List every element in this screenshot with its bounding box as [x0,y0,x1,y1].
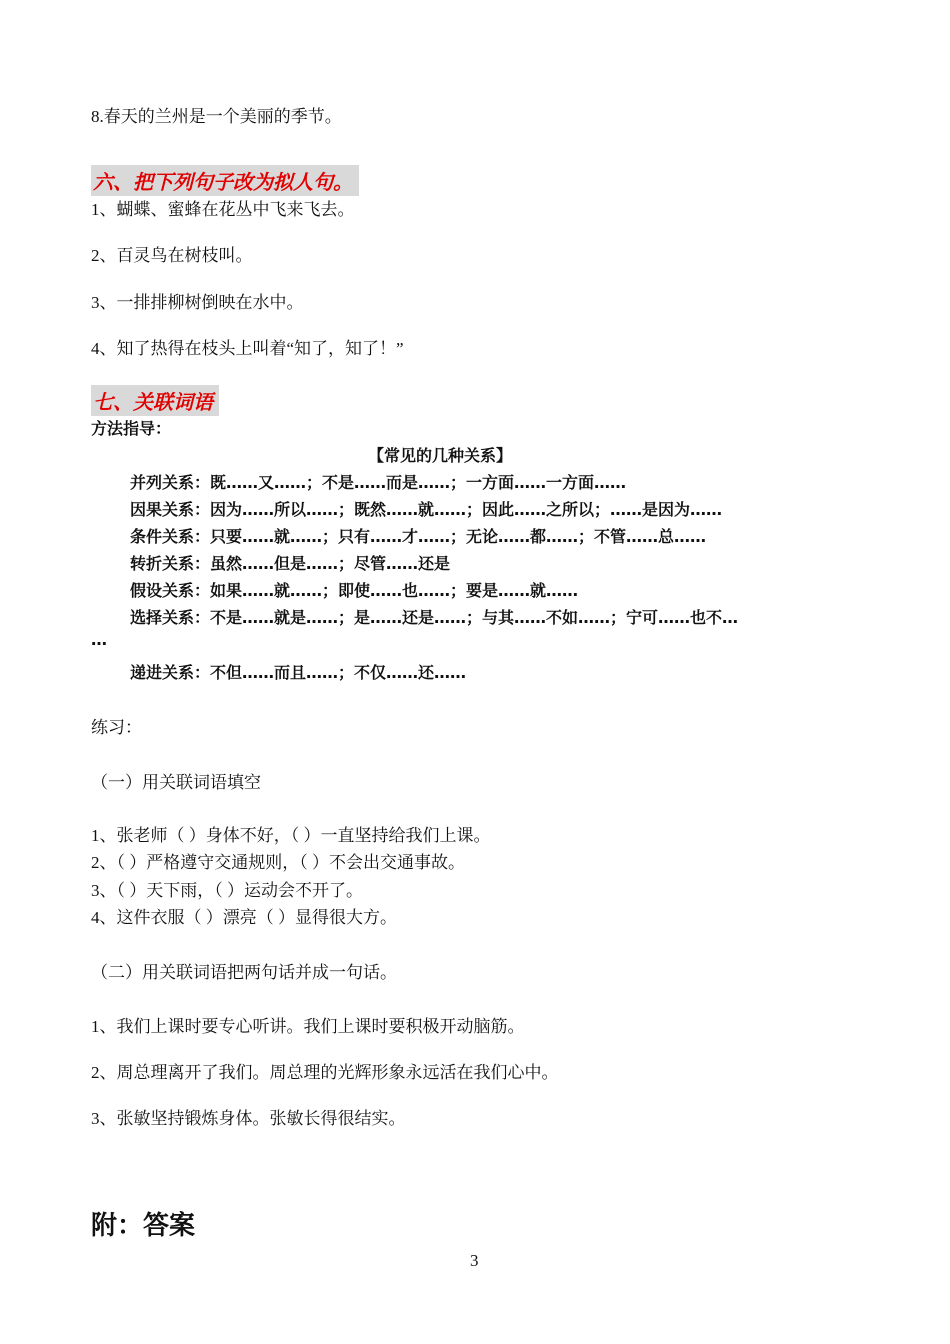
page-number: 3 [470,1251,479,1270]
part1-item-2: 2、（ ）严格遵守交通规则，（ ）不会出交通事故。 [91,853,465,872]
part2-item-1: 1、我们上课时要专心听讲。我们上课时要积极开动脑筋。 [91,1017,525,1036]
part2-item-2: 2、周总理离开了我们。周总理的光辉形象永远活在我们心中。 [91,1063,559,1082]
box-title: 【常见的几种关系】 [368,446,513,465]
section7-heading: 七、关联词语 [91,385,219,416]
item-8: 8.春天的兰州是一个美丽的季节。 [91,107,342,126]
relation-choice-wrap: … [91,630,107,649]
part1-item-4: 4、这件衣服（ ）漂亮（ ）显得很大方。 [91,908,397,927]
part1-item-1: 1、张老师（ ）身体不好，（ ）一直坚持给我们上课。 [91,826,491,845]
part2-title: （二）用关联词语把两句话并成一句话。 [91,963,397,982]
relation-cause: 因果关系：因为……所以……；既然……就……；因此……之所以；……是因为…… [130,500,723,519]
relation-parallel: 并列关系：既……又……；不是……而是……；一方面……一方面…… [130,473,627,492]
appendix-title: 附：答案 [91,1211,196,1241]
relation-progressive: 递进关系：不但……而且……；不仅……还…… [130,663,467,682]
part1-title: （一）用关联词语填空 [91,773,261,792]
section6-item-1: 1、蝴蝶、蜜蜂在花丛中飞来飞去。 [91,200,355,219]
method-label: 方法指导： [91,419,172,438]
section6-item-4: 4、知了热得在枝头上叫着“知了，知了！” [91,339,404,358]
practice-label: 练习： [91,718,142,737]
section6-item-3: 3、一排排柳树倒映在水中。 [91,293,304,312]
section6-heading: 六、把下列句子改为拟人句。 [91,165,359,196]
relation-condition: 条件关系：只要……就……；只有……才……；无论……都……；不管……总…… [130,527,707,546]
relation-choice: 选择关系：不是……就是……；是……还是……；与其……不如……；宁可……也不… [130,608,739,627]
relation-transition: 转折关系：虽然……但是……；尽管……还是 [130,554,451,573]
part2-item-3: 3、张敏坚持锻炼身体。张敏长得很结实。 [91,1109,406,1128]
section6-item-2: 2、百灵鸟在树枝叫。 [91,246,253,265]
relation-hypothesis: 假设关系：如果……就……；即使……也……；要是……就…… [130,581,579,600]
part1-item-3: 3、（ ）天下雨，（ ）运动会不开了。 [91,881,363,900]
